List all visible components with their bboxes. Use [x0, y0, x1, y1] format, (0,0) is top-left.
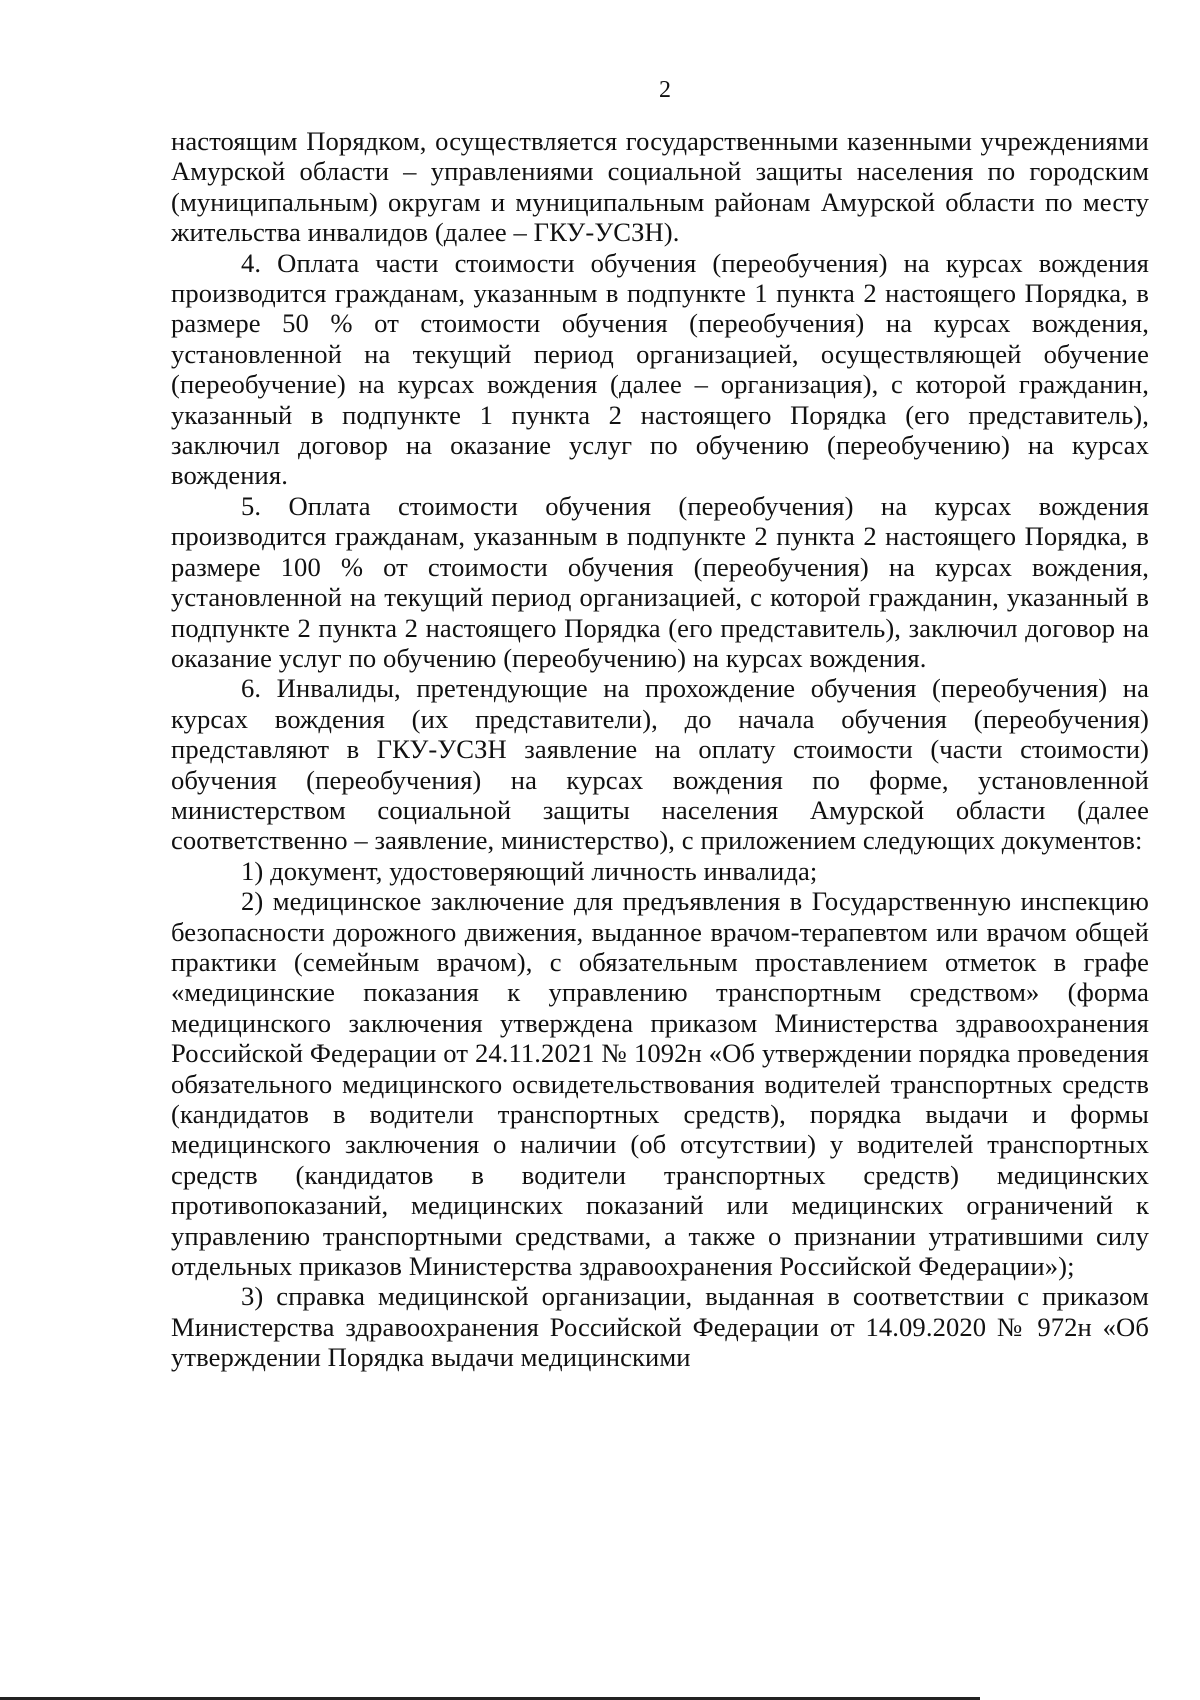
paragraph-item-4: 4. Оплата части стоимости обучения (переобучения) на курсах вождения производится гражданам, указанным в подпункте 1 пункта 2 настоящего Порядка, в размере 50 % от стоимости обучения (переобучения) на курсах вождения, установленной на текущий период организацией, осуществляющей обучение (переобучение) на курсах вождения (далее – организация), с которой гражданин, указанный в подпункте 1 пункта 2 настоящего Порядка (его представитель), заключил договор на оказание услуг по обучению (переобучению) на курсах вождения. [171, 247, 1149, 491]
paragraph-item-5: 5. Оплата стоимости обучения (переобучения) на курсах вождения производится гражданам, указанным в подпункте 2 пункта 2 настоящего Порядка, в размере 100 % от стоимости обучения (переобучения) на курсах вождения, установленной на текущий период организацией, с которой гражданин, указанный в подпункте 2 пункта 2 настоящего Порядка (его представитель), заключил договор на оказание услуг по обучению (переобучению) на курсах вождения. [171, 490, 1149, 673]
paragraph-continuation: настоящим Порядком, осуществляется государственными казенными учреждениями Амурской области – управлениями социальной защиты населения по городским (муниципальным) округам и муниципальным районам Амурской области по месту жительства инвалидов (далее – ГКУ-УСЗН). [171, 126, 1149, 248]
page-number: 2 [659, 77, 671, 103]
document-body [171, 126, 1149, 1373]
subitem-2: 2) медицинское заключение для предъявления в Государственную инспекцию безопасности дорожного движения, выданное врачом-терапевтом или врачом общей практики (семейным врачом), с обязательным проставлением отметок в графе «медицинские показания к управлению транспортным средством» (форма медицинского заключения утверждена приказом Министерства здравоохранения Российской Федерации от 24.11.2021 № 1092н «Об утверждении порядка проведения обязательного медицинского освидетельствования водителей транспортных средств (кандидатов в водители транспортных средств), порядка выдачи и формы медицинского заключения о наличии (об отсутствии) у водителей транспортных средств (кандидатов в водители транспортных средств) медицинских противопоказаний, медицинских показаний или медицинских ограничений к управлению транспортными средствами, а также о признании утратившими силу отдельных приказов Министерства здравоохранения Российской Федерации»); [171, 886, 1149, 1282]
subitem-3: 3) справка медицинской организации, выданная в соответствии с приказом Министерства здравоохранения Российской Федерации от 14.09.2020 № 972н «Об утверждении Порядка выдачи медицинскими [171, 1281, 1149, 1373]
paragraph-item-6: 6. Инвалиды, претендующие на прохождение обучения (переобучения) на курсах вождения (их представители), до начала обучения (переобучения) представляют в ГКУ-УСЗН заявление на оплату стоимости (части стоимости) обучения (переобучения) на курсах вождения по форме, установленной министерством социальной защиты населения Амурской области (далее соответственно – заявление, министерство), с приложением следующих документов: [171, 673, 1149, 856]
subitem-1: 1) документ, удостоверяющий личность инвалида; [241, 855, 818, 886]
